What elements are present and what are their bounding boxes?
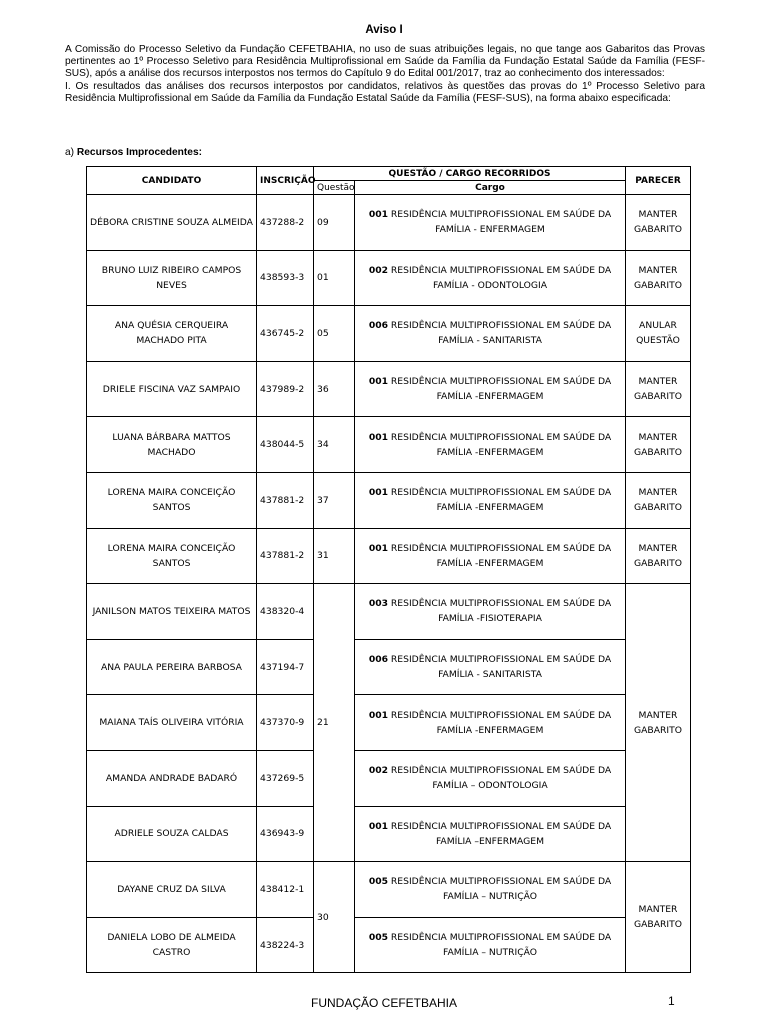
table-row [87,250,691,306]
parecer-value: MANTER GABARITO [626,417,691,473]
candidate-name: ANA QUÉSIA CERQUEIRA MACHADO PITA [87,306,257,362]
candidate-name: DAYANE CRUZ DA SILVA [87,862,257,918]
cargo-code: 002 [368,264,388,276]
inscricao-number: 438412-1 [257,862,314,918]
parecer-value: MANTER GABARITO [626,361,691,417]
candidate-name: DANIELA LOBO DE ALMEIDA CASTRO [87,917,257,973]
table-row [87,361,691,417]
header-cargo: Cargo [355,181,626,195]
parecer-value: ANULAR QUESTÃO [626,306,691,362]
header-inscricao: INSCRIÇÃO [257,167,314,195]
cargo-cell [355,250,626,306]
cargo-code: 001 [368,376,388,388]
page-number: 1 [668,994,675,1008]
cargo-text: RESIDÊNCIA MULTIPROFISSIONAL EM SAÚDE DA FAMÍLIA -ENFERMAGEM [390,487,612,514]
cargo-cell [355,528,626,584]
cargo-code: 001 [368,820,388,832]
cargo-cell [355,195,626,251]
inscricao-number: 438224-3 [257,917,314,973]
parecer-value: MANTER GABARITO [626,472,691,528]
table-row [87,306,691,362]
inscricao-number: 438593-3 [257,250,314,306]
cargo-code: 005 [368,932,388,944]
parecer-value: MANTER GABARITO [626,195,691,251]
question-number: 21 [314,584,355,862]
cargo-cell [355,306,626,362]
question-number: 34 [314,417,355,473]
candidate-name: JANILSON MATOS TEIXEIRA MATOS [87,584,257,640]
cargo-code: 001 [368,487,388,499]
question-number: 31 [314,528,355,584]
results-table [86,166,691,973]
header-parecer: PARECER [626,167,691,195]
cargo-cell [355,361,626,417]
question-number: 05 [314,306,355,362]
inscricao-number: 437288-2 [257,195,314,251]
intro-paragraph-2: I. Os resultados das análises dos recursos interpostos por candidatos, relativos às questões das provas do 1º Processo Seletivo para Residência Multiprofissional em Saúde da Família da Fundação Estatal Saúde da Família (FESF-SUS), na forma abaixo especificada: [65,80,705,104]
inscricao-number: 437989-2 [257,361,314,417]
footer-org: FUNDAÇÃO CEFETBAHIA [310,996,457,1010]
table-row [87,195,691,251]
section-title: Recursos Improcedentes: [76,147,203,158]
parecer-value: MANTER GABARITO [626,862,691,973]
table-row [87,750,691,806]
cargo-cell [355,806,626,862]
cargo-cell [355,917,626,973]
cargo-text: RESIDÊNCIA MULTIPROFISSIONAL EM SAÚDE DA FAMÍLIA - SANITARISTA [390,654,612,681]
table-row [87,695,691,751]
table-row [87,528,691,584]
parecer-value: MANTER GABARITO [626,250,691,306]
candidate-name: DRIELE FISCINA VAZ SAMPAIO [87,361,257,417]
question-number: 09 [314,195,355,251]
table-row [87,806,691,862]
cargo-code: 002 [368,765,388,777]
cargo-code: 001 [368,542,388,554]
cargo-cell [355,639,626,695]
question-number: 36 [314,361,355,417]
cargo-text: RESIDÊNCIA MULTIPROFISSIONAL EM SAÚDE DA FAMÍLIA -ENFERMAGEM [390,709,612,736]
candidate-name: BRUNO LUIZ RIBEIRO CAMPOS NEVES [87,250,257,306]
cargo-text: RESIDÊNCIA MULTIPROFISSIONAL EM SAÚDE DA FAMÍLIA - ODONTOLOGIA [390,264,612,291]
parecer-value: MANTER GABARITO [626,528,691,584]
inscricao-number: 437370-9 [257,695,314,751]
section-label [65,147,202,158]
cargo-text: RESIDÊNCIA MULTIPROFISSIONAL EM SAÚDE DA FAMÍLIA - SANITARISTA [390,320,612,347]
cargo-cell [355,695,626,751]
parecer-value: MANTER GABARITO [626,584,691,862]
cargo-code: 001 [368,709,388,721]
candidate-name: LORENA MAIRA CONCEIÇÃO SANTOS [87,528,257,584]
cargo-code: 003 [368,598,388,610]
cargo-cell [355,417,626,473]
candidate-name: LORENA MAIRA CONCEIÇÃO SANTOS [87,472,257,528]
inscricao-number: 438320-4 [257,584,314,640]
cargo-code: 006 [368,320,388,332]
cargo-code: 005 [368,876,388,888]
cargo-text: RESIDÊNCIA MULTIPROFISSIONAL EM SAÚDE DA FAMÍLIA -FISIOTERAPIA [390,598,612,625]
question-number: 01 [314,250,355,306]
header-questao-cargo: QUESTÃO / CARGO RECORRIDOS [314,167,626,181]
cargo-code: 001 [368,431,388,443]
inscricao-number: 437269-5 [257,750,314,806]
candidate-name: DÉBORA CRISTINE SOUZA ALMEIDA [87,195,257,251]
section-prefix: a) [65,147,75,158]
cargo-text: RESIDÊNCIA MULTIPROFISSIONAL EM SAÚDE DA FAMÍLIA –ENFERMAGEM [390,820,612,847]
cargo-code: 001 [368,209,388,221]
cargo-text: RESIDÊNCIA MULTIPROFISSIONAL EM SAÚDE DA FAMÍLIA -ENFERMAGEM [390,376,612,403]
table-row [87,417,691,473]
candidate-name: ADRIELE SOUZA CALDAS [87,806,257,862]
inscricao-number: 437881-2 [257,472,314,528]
inscricao-number: 436943-9 [257,806,314,862]
candidate-name: AMANDA ANDRADE BADARÓ [87,750,257,806]
page-title: Aviso I [365,24,403,36]
cargo-text: RESIDÊNCIA MULTIPROFISSIONAL EM SAÚDE DA FAMÍLIA – NUTRIÇÃO [390,932,612,959]
candidate-name: ANA PAULA PEREIRA BARBOSA [87,639,257,695]
cargo-cell [355,584,626,640]
table-row [87,584,691,640]
table-row [87,917,691,973]
table-row [87,472,691,528]
cargo-text: RESIDÊNCIA MULTIPROFISSIONAL EM SAÚDE DA FAMÍLIA -ENFERMAGEM [390,431,612,458]
cargo-cell [355,750,626,806]
header-questao: Questão [314,181,355,195]
header-candidato: CANDIDATO [87,167,257,195]
table-row [87,639,691,695]
question-number: 37 [314,472,355,528]
intro-text [65,44,705,105]
candidate-name: LUANA BÁRBARA MATTOS MACHADO [87,417,257,473]
cargo-cell [355,472,626,528]
cargo-text: RESIDÊNCIA MULTIPROFISSIONAL EM SAÚDE DA FAMÍLIA -ENFERMAGEM [390,542,612,569]
candidate-name: MAIANA TAÍS OLIVEIRA VITÓRIA [87,695,257,751]
cargo-text: RESIDÊNCIA MULTIPROFISSIONAL EM SAÚDE DA FAMÍLIA – NUTRIÇÃO [390,876,612,903]
question-number: 30 [314,862,355,973]
inscricao-number: 438044-5 [257,417,314,473]
cargo-cell [355,862,626,918]
inscricao-number: 437881-2 [257,528,314,584]
inscricao-number: 437194-7 [257,639,314,695]
cargo-text: RESIDÊNCIA MULTIPROFISSIONAL EM SAÚDE DA FAMÍLIA - ENFERMAGEM [390,209,612,236]
cargo-code: 006 [368,654,388,666]
table-row [87,862,691,918]
cargo-text: RESIDÊNCIA MULTIPROFISSIONAL EM SAÚDE DA FAMÍLIA – ODONTOLOGIA [390,765,612,792]
intro-paragraph-1: A Comissão do Processo Seletivo da Fundação CEFETBAHIA, no uso de suas atribuições legais, no que tange aos Gabaritos das Provas pertinentes ao 1º Processo Seletivo para Residência Multiprofissional em Saúde da Família da Fundação Estatal Saúde da Família (FESF-SUS), após a análise dos recursos interpostos nos termos do Capítulo 9 do Edital 001/2017, traz ao conhecimento dos interessados: [65,44,705,80]
inscricao-number: 436745-2 [257,306,314,362]
